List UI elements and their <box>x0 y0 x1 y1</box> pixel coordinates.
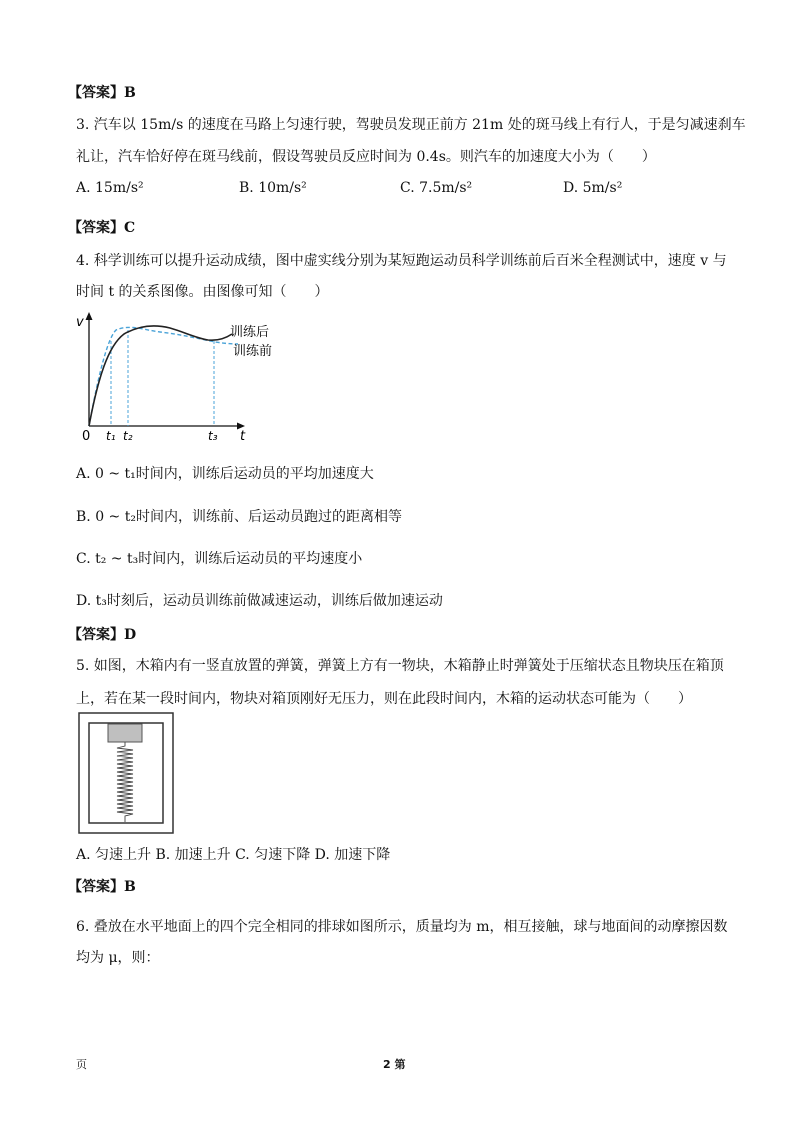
q3-stem-line1: 3. 汽车以 15m/s 的速度在马路上匀速行驶，驾驶员发现正前方 21m 处的斑马线上有行人，于是匀减速刹车 <box>76 117 746 133</box>
q4-option-c: C. t₂ ~ t₃时间内，训练后运动员的平均速度小 <box>76 551 363 567</box>
velocity-time-graph <box>70 308 290 448</box>
spring <box>117 742 133 822</box>
q6-stem-line2: 均为 μ，则： <box>76 950 160 966</box>
y-axis-label: v <box>76 315 84 330</box>
label-after-training: 训练后 <box>230 325 270 340</box>
q4-option-b: B. 0 ~ t₂时间内，训练前、后运动员跑过的距离相等 <box>76 509 402 525</box>
q4-option-d: D. t₃时刻后，运动员训练前做减速运动，训练后做加速运动 <box>76 593 443 609</box>
q4-stem-line2: 时间 t 的关系图像。由图像可知（ ） <box>76 284 329 300</box>
tick-t3: t₃ <box>208 429 218 443</box>
q5-stem-line1: 5. 如图，木箱内有一竖直放置的弹簧，弹簧上方有一物块，木箱静止时弹簧处于压缩状态且物块压在箱顶 <box>76 658 724 674</box>
x-axis-label: t <box>240 429 246 444</box>
box-spring-figure <box>78 712 174 834</box>
q6-stem-line1: 6. 叠放在水平地面上的四个完全相同的排球如图所示，质量均为 m，相互接触，球与地面间的动摩擦因数 <box>76 919 728 935</box>
q3-option-a: A. 15m/s² <box>76 180 144 196</box>
q4-answer: 【答案】D <box>68 627 137 643</box>
q2-answer: 【答案】B <box>68 85 136 101</box>
q3-stem-line2: 礼让，汽车恰好停在斑马线前，假设驾驶员反应时间为 0.4s。则汽车的加速度大小为（ ） <box>76 149 656 165</box>
q3-option-d: D. 5m/s² <box>563 180 623 196</box>
q4-option-a: A. 0 ~ t₁时间内，训练后运动员的平均加速度大 <box>76 466 374 482</box>
q5-stem-line2: 上，若在某一段时间内，物块对箱顶刚好无压力，则在此段时间内，木箱的运动状态可能为（ ） <box>76 691 692 707</box>
y-axis-arrow <box>86 312 93 320</box>
q3-option-c: C. 7.5m/s² <box>400 180 473 196</box>
q5-answer: 【答案】B <box>68 879 136 895</box>
block <box>108 724 142 742</box>
tick-t1: t₁ <box>106 429 116 443</box>
q4-stem-line1: 4. 科学训练可以提升运动成绩，图中虚实线分别为某短跑运动员科学训练前后百米全程测试中，速度 v 与 <box>76 253 727 269</box>
q5-options: A. 匀速上升 B. 加速上升 C. 匀速下降 D. 加速下降 <box>76 847 391 863</box>
label-before-training: 训练前 <box>233 344 273 359</box>
tick-t2: t₂ <box>123 429 133 443</box>
q3-answer: 【答案】C <box>68 220 136 236</box>
footer-left: 页 <box>76 1058 87 1071</box>
q3-option-b: B. 10m/s² <box>239 180 307 196</box>
page-number: 2 第 <box>383 1058 406 1071</box>
origin-label: 0 <box>82 429 91 444</box>
